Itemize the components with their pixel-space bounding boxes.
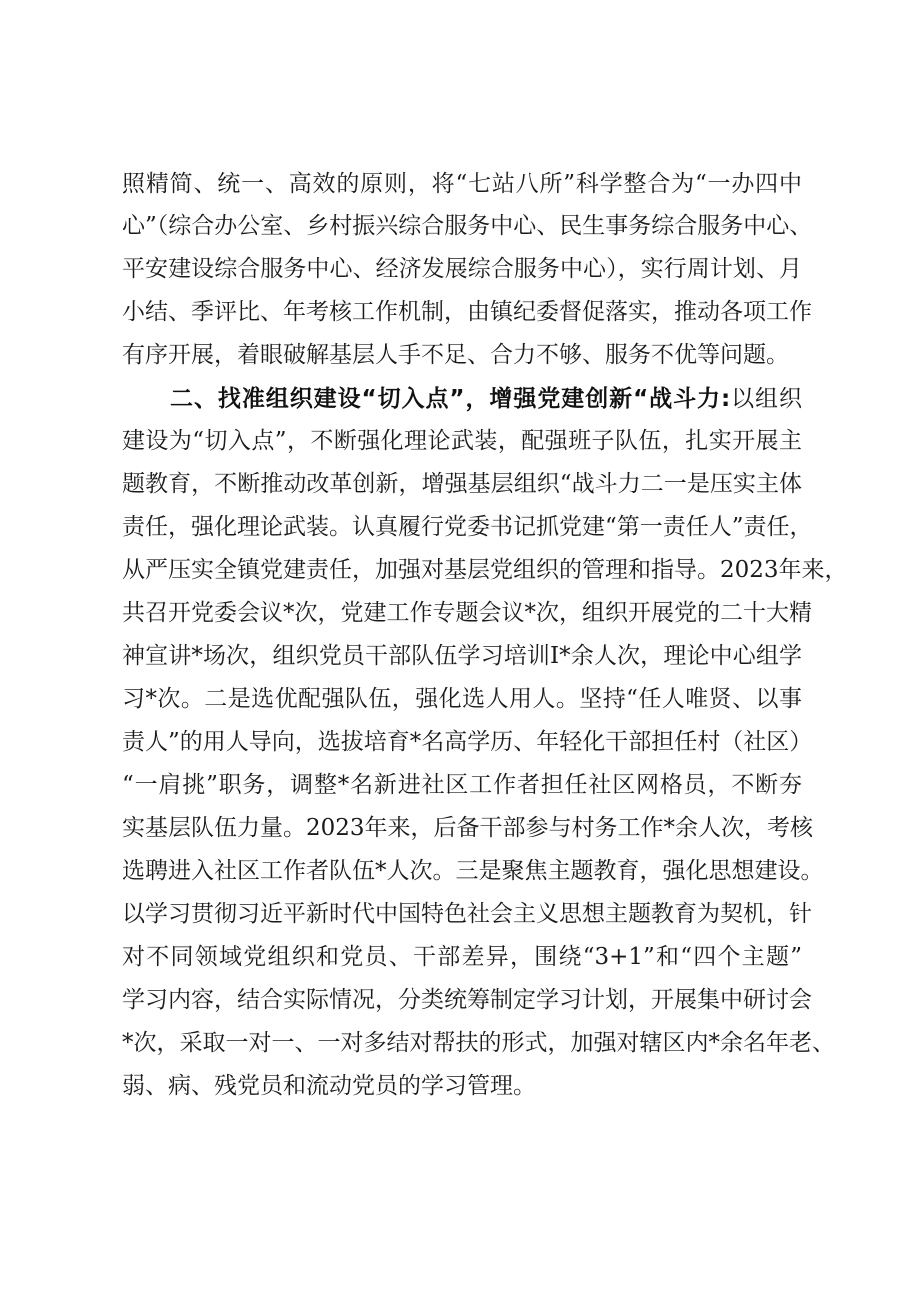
text-line: 习*次。二是选优配强队伍，强化选人用人。坚持“任人唯贤、以事 (122, 686, 802, 712)
text-line: 小结、季评比、年考核工作机制，由镇纪委督促落实，推动各项工作 (122, 299, 812, 325)
text-line: 从严压实全镇党建责任，加强对基层党组织的管理和指导。2023年来， (122, 557, 848, 583)
text-line: “一肩挑”职务，调整*名新进社区工作者担任社区网格员，不断夯 (122, 772, 802, 798)
text-line: 弱、病、残党员和流动党员的学习管理。 (122, 1073, 536, 1099)
text-line: 责人”的用人导向，选拔培育*名高学历、年轻化干部担任村（社区） (122, 729, 813, 755)
text-line: 照精简、统一、高效的原则，将“七站八所”科学整合为“一办四中 (122, 171, 802, 197)
section-heading: 二、找准组织建设“切入点”，增强党建创新“战斗力: (170, 386, 731, 412)
text-line: 责任，强化理论武装。认真履行党委书记抓党建“第一责任人”责任， (122, 514, 813, 540)
text-line: 选聘进入社区工作者队伍*人次。三是聚焦主题教育，强化思想建设。 (122, 858, 824, 884)
text-line: 建设为“切入点”，不断强化理论武装，配强班子队伍，扎实开展主 (122, 428, 802, 454)
text-line: 实基层队伍力量。2023年来，后备干部参与村务工作*余人次，考核 (122, 815, 814, 841)
text-line: 以学习贯彻习近平新时代中国特色社会主义思想主题教育为契机，针 (122, 901, 812, 927)
heading-line-rest: 以组织 (730, 386, 803, 412)
text-line: 平安建设综合服务中心、经济发展综合服务中心），实行周计划、月 (122, 256, 802, 282)
text-line: 心”（综合办公室、乡村振兴综合服务中心、民生事务综合服务中心、 (122, 213, 813, 239)
text-line: 学习内容，结合实际情况，分类统筹制定学习计划，开展集中研讨会 (122, 987, 812, 1013)
section-heading-line (170, 379, 802, 419)
text-line: 有序开展，着眼破解基层人手不足、合力不够、服务不优等问题。 (122, 342, 789, 368)
text-line: 题教育，不断推动改革创新，增强基层组织“战斗力二一是压实主体 (122, 471, 802, 497)
text-line: *次，采取一对一、一对多结对帮扶的形式，加强对辖区内*余名年老、 (122, 1030, 835, 1056)
text-line: 共召开党委会议*次，党建工作专题会议*次，组织开展党的二十大精 (122, 600, 812, 626)
text-line: 神宣讲*场次，组织党员干部队伍学习培训I*余人次，理论中心组学 (122, 643, 802, 669)
text-line: 对不同领域党组织和党员、干部差异，围绕“3+1”和“四个主题” (122, 944, 802, 970)
